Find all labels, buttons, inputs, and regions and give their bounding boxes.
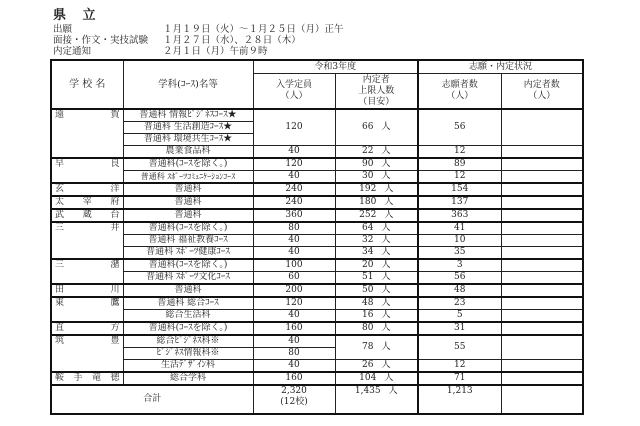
table-row	[51, 372, 583, 385]
admissions-table	[50, 59, 584, 415]
offers-cell	[501, 222, 583, 235]
limit-cell: 252 人	[335, 209, 418, 222]
offers-cell	[501, 284, 583, 297]
applicants-cell: 89	[418, 158, 501, 171]
capacity-cell: 40	[253, 247, 335, 260]
subject-cell: ﾋﾞｼﾞﾈｽ情報科※	[123, 348, 253, 360]
subject-cell: 普通科 生活創造ｺｰｽ★	[123, 122, 253, 134]
limit-cell: 104 人	[335, 372, 418, 385]
offers-cell	[501, 322, 583, 335]
subject-cell: 農業食品科	[123, 146, 253, 159]
header-capacity: 入学定員 （人）	[253, 74, 335, 110]
applicants-cell: 12	[418, 171, 501, 184]
limit-cell: 20 人	[335, 259, 418, 272]
capacity-cell: 160	[253, 372, 335, 385]
applicants-cell: 5	[418, 310, 501, 323]
applicants-cell: 31	[418, 322, 501, 335]
total-offers	[501, 385, 583, 414]
table-row	[51, 183, 583, 196]
capacity-cell: 200	[253, 284, 335, 297]
limit-cell: 66 人	[335, 109, 418, 146]
school-musashidai: 武 蔵 台	[51, 209, 123, 222]
schedule-label: 面接・作文・実技試験	[53, 35, 149, 46]
capacity-cell: 240	[253, 183, 335, 196]
table-row	[51, 310, 583, 323]
school-onga: 遠 賀	[51, 109, 123, 158]
capacity-cell: 160	[253, 322, 335, 335]
limit-cell: 22 人	[335, 146, 418, 159]
limit-cell: 64 人	[335, 222, 418, 235]
table-row	[51, 235, 583, 247]
capacity-cell: 360	[253, 209, 335, 222]
capacity-cell: 40	[253, 146, 335, 159]
schedule-value: ２月１日（月）午前９時	[163, 46, 268, 57]
offers-cell	[501, 183, 583, 196]
subject-cell: 普通科 情報ﾋﾞｼﾞﾈｽｺｰｽ★	[123, 109, 253, 122]
offers-cell	[501, 209, 583, 222]
offers-cell	[501, 146, 583, 159]
school-tagawa: 田 川	[51, 284, 123, 297]
applicants-cell: 363	[418, 209, 501, 222]
total-capacity: 2,320 (12校)	[253, 385, 335, 414]
table-row	[51, 247, 583, 260]
limit-cell: 51 人	[335, 272, 418, 285]
header-offers: 内定者数 （人）	[501, 74, 583, 110]
capacity-cell: 40	[253, 335, 335, 348]
school-chikuho: 筑 豊	[51, 335, 123, 372]
header-group-reiwa: 令和3年度	[253, 60, 418, 74]
header-limit: 内定者 上限人数 （目安）	[335, 74, 418, 110]
applicants-cell: 56	[418, 109, 501, 146]
offers-cell	[501, 335, 583, 360]
offers-cell	[501, 372, 583, 385]
subject-cell: 普通科	[123, 284, 253, 297]
subject-cell: 普通科 環境共生ｺｰｽ★	[123, 134, 253, 146]
total-limit: 1,435 人	[335, 385, 418, 414]
subject-cell: 普通科(ｺｰｽを除く。)	[123, 259, 253, 272]
limit-cell: 180 人	[335, 196, 418, 209]
limit-cell: 16 人	[335, 310, 418, 323]
limit-cell: 26 人	[335, 360, 418, 373]
table-row	[51, 222, 583, 235]
capacity-cell: 60	[253, 272, 335, 285]
subject-cell: 普通科(ｺｰｽを除く。)	[123, 322, 253, 335]
subject-cell: 普通科 ｽﾎﾟｰﾂ文化ｺｰｽ	[123, 272, 253, 285]
schedule-notice	[53, 46, 268, 57]
school-toyo: 東 鷹	[51, 297, 123, 322]
capacity-cell: 40	[253, 235, 335, 247]
subject-cell: 普通科 福祉教養ｺｰｽ	[123, 235, 253, 247]
table-row	[51, 209, 583, 222]
capacity-cell: 100	[253, 259, 335, 272]
limit-cell: 34 人	[335, 247, 418, 260]
applicants-cell: 3	[418, 259, 501, 272]
school-mii: 三 井	[51, 222, 123, 259]
offers-cell	[501, 109, 583, 146]
limit-cell: 50 人	[335, 284, 418, 297]
applicants-cell: 35	[418, 247, 501, 260]
subject-cell: 普通科	[123, 183, 253, 196]
subject-cell: 普通科 総合ｺｰｽ	[123, 297, 253, 310]
subject-cell: 普通科(ｺｰｽを除く。)	[123, 158, 253, 171]
offers-cell	[501, 196, 583, 209]
applicants-cell: 12	[418, 146, 501, 159]
school-sawara: 早 良	[51, 158, 123, 183]
schedule-application	[53, 24, 344, 35]
header-subject: 学科(ｺｰｽ)名等	[123, 60, 253, 109]
applicants-cell: 48	[418, 284, 501, 297]
total-label: 合計	[51, 385, 253, 414]
table-row	[51, 196, 583, 209]
schedule-value: １月１９日（火）～１月２５日（月）正午	[163, 24, 344, 35]
offers-cell	[501, 247, 583, 260]
table-row	[51, 158, 583, 171]
total-row	[51, 385, 583, 414]
capacity-cell: 120	[253, 158, 335, 171]
offers-cell	[501, 235, 583, 247]
table-row	[51, 171, 583, 184]
limit-cell: 32 人	[335, 235, 418, 247]
limit-cell: 80 人	[335, 322, 418, 335]
table-row	[51, 335, 583, 348]
school-dazaifu: 太 宰 府	[51, 196, 123, 209]
school-nogata: 直 方	[51, 322, 123, 335]
offers-cell	[501, 171, 583, 184]
applicants-cell: 23	[418, 297, 501, 310]
capacity-cell: 120	[253, 297, 335, 310]
header-applicants: 志願者数 （人）	[418, 74, 501, 110]
subject-cell: 総合学科	[123, 372, 253, 385]
applicants-cell: 10	[418, 235, 501, 247]
school-genyo: 玄 洋	[51, 183, 123, 196]
limit-cell: 48 人	[335, 297, 418, 310]
school-mizuma: 三 潴	[51, 259, 123, 284]
school-kuratetsutoku: 鞍 手 竜 徳	[51, 372, 123, 385]
offers-cell	[501, 158, 583, 171]
applicants-cell: 154	[418, 183, 501, 196]
subject-cell: 総合生活科	[123, 310, 253, 323]
table-row	[51, 297, 583, 310]
applicants-cell: 71	[418, 372, 501, 385]
capacity-cell: 80	[253, 222, 335, 235]
total-applicants: 1,213	[418, 385, 501, 414]
offers-cell	[501, 360, 583, 373]
subject-cell: 総合ﾋﾞｼﾞﾈｽ科※	[123, 335, 253, 348]
applicants-cell: 41	[418, 222, 501, 235]
applicants-cell: 12	[418, 360, 501, 373]
subject-cell: 普通科 ｽﾎﾟｰﾂｺﾐｭﾆｹｰｼｮﾝｺｰｽ	[123, 171, 253, 184]
limit-cell: 30 人	[335, 171, 418, 184]
subject-cell: 生活ﾃﾞｻﾞｲﾝ科	[123, 360, 253, 373]
subject-cell: 普通科 ｽﾎﾟｰﾂ健康ｺｰｽ	[123, 247, 253, 260]
applicants-cell: 56	[418, 272, 501, 285]
table-row	[51, 322, 583, 335]
limit-cell: 90 人	[335, 158, 418, 171]
offers-cell	[501, 259, 583, 272]
capacity-cell: 40	[253, 360, 335, 373]
schedule-value: １月２７日（水）、２８日（木）	[163, 35, 301, 46]
subject-cell: 普通科	[123, 196, 253, 209]
capacity-cell: 80	[253, 348, 335, 360]
header-group-status: 志願・内定状況	[418, 60, 583, 74]
schedule-label: 内定通知	[53, 46, 92, 57]
capacity-cell: 120	[253, 109, 335, 146]
table-row	[51, 272, 583, 285]
subject-cell: 普通科	[123, 209, 253, 222]
page-title: 県 立	[53, 8, 102, 23]
schedule-label: 出願	[53, 24, 73, 35]
header-school: 学 校 名	[51, 60, 123, 109]
table-row	[51, 146, 583, 159]
capacity-cell: 240	[253, 196, 335, 209]
table-row	[51, 360, 583, 373]
table-row	[51, 109, 583, 122]
table-row	[51, 284, 583, 297]
applicants-cell: 55	[418, 335, 501, 360]
capacity-cell: 40	[253, 310, 335, 323]
offers-cell	[501, 297, 583, 310]
limit-cell: 192 人	[335, 183, 418, 196]
subject-cell: 普通科(ｺｰｽを除く。)	[123, 222, 253, 235]
offers-cell	[501, 272, 583, 285]
schedule-exam	[53, 35, 301, 46]
applicants-cell: 137	[418, 196, 501, 209]
offers-cell	[501, 310, 583, 323]
limit-cell: 78 人	[335, 335, 418, 360]
capacity-cell: 40	[253, 171, 335, 184]
table-row	[51, 259, 583, 272]
